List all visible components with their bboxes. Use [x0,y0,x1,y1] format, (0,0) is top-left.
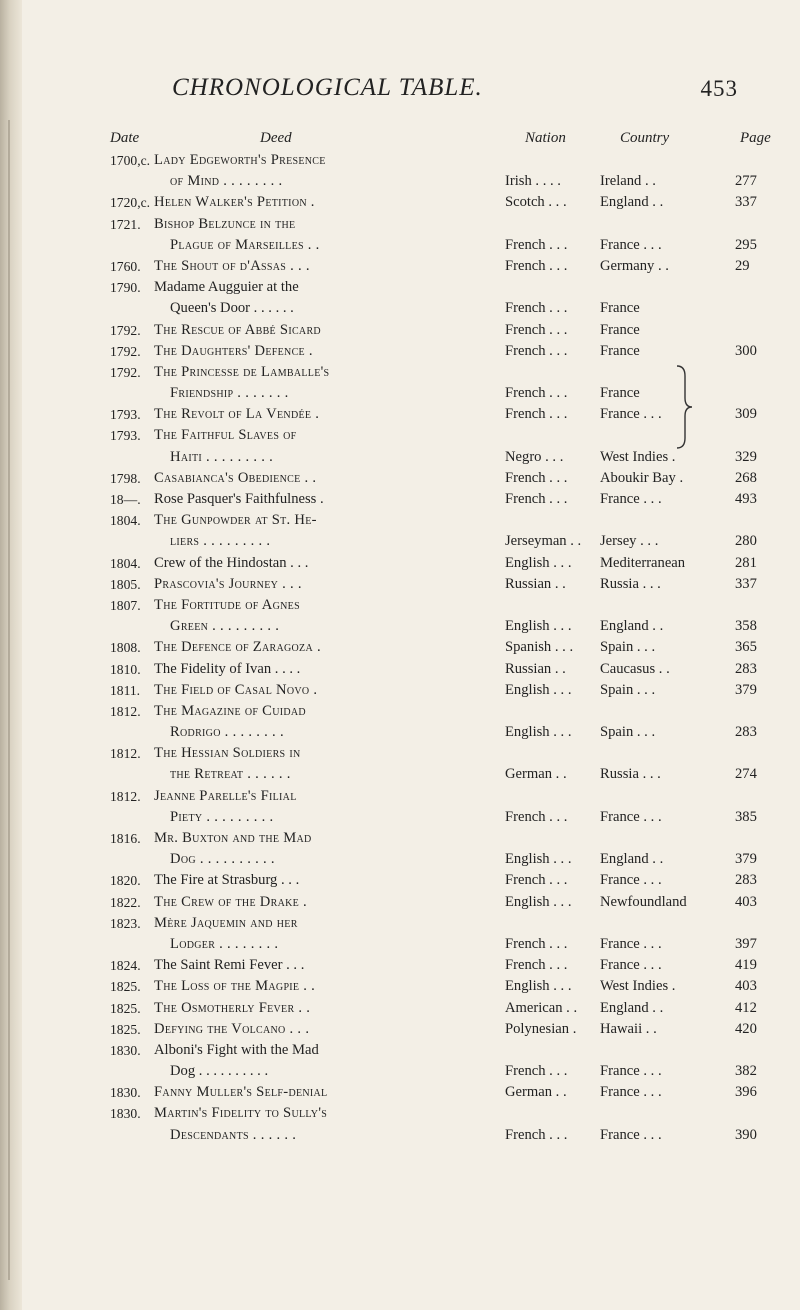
entry-date: 1830. [110,1085,141,1101]
table-line [0,955,800,976]
entry-page: 283 [735,724,757,741]
entry-date: 1790. [110,280,141,296]
table-row [0,553,800,574]
entry-nation: French . . . [505,469,568,486]
table-line [0,786,800,807]
entry-deed: Descendants . . . . . . [170,1126,297,1143]
entry-country: France . . . [600,1084,662,1101]
entry-date: 1804. [110,555,141,571]
entry-deed: Madame Augguier at the [154,279,299,296]
entry-page: 382 [735,1063,757,1080]
entry-deed: Dog . . . . . . . . . . [170,851,275,868]
table-line [0,150,800,171]
entry-page: 283 [735,872,757,889]
entry-nation: Spanish . . . [505,639,574,656]
entry-page: 337 [735,575,757,592]
table-row [0,786,800,828]
entry-nation: French . . . [505,257,568,274]
entry-date: 1793. [110,407,141,423]
entry-date: 1830. [110,1042,141,1058]
entry-page: 277 [735,173,757,190]
entry-nation: French . . . [505,321,568,338]
entry-page: 29 [735,257,750,274]
table-row [0,277,800,319]
table-line [0,341,800,362]
entry-deed: Rose Pasquer's Faithfulness . [154,491,324,507]
entry-country: Aboukir Bay . [600,469,684,486]
entry-deed: Defying the Volcano . . . [154,1020,310,1037]
table-line [0,510,800,531]
table-row [0,320,800,341]
table-line [0,998,800,1019]
table-line [0,531,800,552]
entry-deed: Plague of Marseilles . . [170,236,320,253]
entry-country: Ireland . . [600,173,656,190]
entry-country: Newfoundland [600,893,687,910]
table-row [0,701,800,743]
table-row [0,574,800,595]
table-row [0,743,800,785]
entry-country: Spain . . . [600,639,656,656]
entry-page: 385 [735,808,757,825]
entry-page: 403 [735,978,757,995]
entry-deed: Alboni's Fight with the Mad [154,1041,319,1058]
entry-page: 358 [735,618,757,635]
entry-deed: The Faithful Slaves of [154,427,297,444]
entry-nation: French . . . [505,406,568,423]
entry-date: 1807. [110,597,141,613]
entry-deed: Helen Walker's Petition . [154,194,315,211]
entry-page: 396 [735,1084,757,1101]
table-line [0,807,800,828]
entry-country: France . . . [600,406,662,423]
entry-deed: The Crew of the Drake . [154,893,307,910]
table-line [0,214,800,235]
entry-country: France . . . [600,236,662,253]
table-row [0,468,800,489]
entry-deed: The Daughters' Defence . [154,342,313,359]
entry-nation: French . . . [505,491,568,507]
entry-date: 1700,c. [110,153,151,168]
entry-deed: The Rescue of Abbé Sicard [154,321,321,338]
table-line [0,870,800,891]
entry-nation: French . . . [505,808,568,825]
entry-deed: The Saint Remi Fever . . . [154,957,305,974]
entry-deed: The Gunpowder at St. He- [154,512,317,529]
entry-country: Germany . . [600,257,669,274]
entry-deed: Martin's Fidelity to Sully's [154,1105,328,1122]
column-header-nation: Nation [525,130,566,146]
entry-country: France . . . [600,957,662,974]
table-row [0,341,800,362]
chronological-table [0,150,800,1146]
table-row [0,1040,800,1082]
table-line [0,320,800,341]
table-line [0,256,800,277]
entry-deed: The Loss of the Magpie . . [154,978,316,995]
entry-nation: French . . . [505,385,568,402]
entry-nation: Russian . . [505,660,566,677]
table-row [0,192,800,213]
entry-date: 1793. [110,428,141,444]
table-line [0,192,800,213]
entry-nation: French . . . [505,872,568,889]
entry-country: West Indies . [600,448,676,465]
entry-nation: English . . . [505,618,572,635]
entry-page: 295 [735,236,757,253]
entry-deed: Prascovia's Journey . . . [154,575,302,592]
entry-deed: The Field of Casal Novo . [154,681,318,698]
entry-nation: French . . . [505,957,568,974]
entry-date: 1721. [110,216,141,232]
entry-page: 493 [735,491,757,507]
entry-page: 309 [735,406,757,423]
table-row [0,913,800,955]
entry-page: 365 [735,639,757,656]
table-row [0,510,800,552]
entry-date: 1830. [110,1106,141,1122]
page-number: 453 [700,76,738,101]
entry-page: 280 [735,533,757,550]
column-header-deed: Deed [260,130,292,146]
table-line [0,489,800,510]
entry-country: Spain . . . [600,724,656,741]
entry-country: Hawaii . . [600,1020,657,1037]
table-row [0,955,800,976]
entry-deed: Bishop Belzunce in the [154,215,296,232]
table-row [0,828,800,870]
table-row [0,659,800,680]
entry-page: 412 [735,999,757,1016]
entry-country: England . . [600,618,664,635]
table-line [0,701,800,722]
table-line [0,743,800,764]
entry-page: 403 [735,893,757,910]
entry-date: 1792. [110,343,141,359]
entry-nation: French . . . [505,935,568,952]
entry-page: 281 [735,554,757,571]
page-title: CHRONOLOGICAL TABLE. [172,74,483,101]
table-line [0,277,800,298]
table-line [0,616,800,637]
table-line [0,637,800,658]
entry-nation: English . . . [505,724,572,741]
table-line [0,976,800,997]
table-line [0,1019,800,1040]
entry-country: France . . . [600,1063,662,1080]
entry-page: 337 [735,194,757,211]
entry-country: West Indies . [600,978,676,995]
entry-country: Caucasus . . [600,660,670,677]
entry-country: Spain . . . [600,681,656,698]
table-line [0,574,800,595]
entry-deed: The Hessian Soldiers in [154,745,301,762]
table-line [0,1103,800,1124]
entry-country: France . . . [600,491,662,507]
table-line [0,828,800,849]
entry-country: England . . [600,999,664,1016]
entry-deed: the Retreat . . . . . . [170,766,291,783]
entry-country: Jersey . . . [600,533,659,550]
entry-deed: The Shout of d'Assas . . . [154,257,310,274]
entry-deed: Piety . . . . . . . . . [170,808,274,825]
entry-country: Russia . . . [600,766,661,783]
entry-nation: Russian . . [505,575,566,592]
table-row [0,1019,800,1040]
entry-nation: English . . . [505,978,572,995]
entry-nation: Jerseyman . . [505,533,582,550]
entry-country: Russia . . . [600,575,661,592]
entry-nation: Negro . . . [505,448,564,465]
entry-nation: Irish . . . . [505,173,561,190]
entry-nation: German . . [505,766,567,783]
entry-nation: French . . . [505,1063,568,1080]
entry-date: 1811. [110,682,141,698]
table-row [0,489,800,510]
entry-date: 1804. [110,513,141,529]
entry-page: 274 [735,766,757,783]
table-line [0,1125,800,1146]
entry-page: 379 [735,851,757,868]
table-line [0,892,800,913]
table-line [0,722,800,743]
table-row [0,976,800,997]
entry-date: 1812. [110,746,141,762]
table-line [0,934,800,955]
entry-country: France . . . [600,1126,662,1143]
table-row [0,637,800,658]
entry-deed: liers . . . . . . . . . [170,533,271,550]
entry-page: 300 [735,342,757,359]
entry-page: 419 [735,957,757,974]
table-line [0,468,800,489]
entry-deed: Casabianca's Obedience . . [154,469,317,486]
table-row [0,214,800,256]
column-header-page: Page [740,130,771,146]
entry-nation: English . . . [505,893,572,910]
entry-date: 1792. [110,322,141,338]
entry-page: 397 [735,935,757,952]
table-row [0,1103,800,1145]
entry-nation: French . . . [505,300,568,317]
entry-nation: English . . . [505,681,572,698]
table-line [0,764,800,785]
entry-page: 420 [735,1020,757,1037]
table-line [0,680,800,701]
entry-deed: The Osmotherly Fever . . [154,999,311,1016]
entry-date: 1816. [110,831,141,846]
entry-country: France [600,300,640,317]
entry-deed: Lodger . . . . . . . . [170,935,279,952]
table-line [0,298,800,319]
table-row [0,998,800,1019]
page-header [140,74,740,108]
table-line [0,595,800,616]
entry-deed: The Princesse de Lamballe's [154,363,330,380]
table-line [0,171,800,192]
entry-date: 1805. [110,576,141,592]
entry-nation: French . . . [505,236,568,253]
entry-country: France [600,321,640,338]
table-row [0,256,800,277]
entry-date: 1810. [110,661,141,677]
entry-date: 1792. [110,364,141,380]
entry-country: France [600,342,640,359]
table-row [0,680,800,701]
entry-deed: Haiti . . . . . . . . . [170,448,274,465]
entry-deed: The Fidelity of Ivan . . . . [154,660,301,677]
entry-deed: The Defence of Zaragoza . [154,639,321,656]
entry-country: Mediterranean [600,554,686,571]
entry-date: 1823. [110,915,141,931]
entry-deed: The Magazine of Cuidad [154,702,306,719]
entry-deed: Mère Jaquemin and her [154,914,298,931]
entry-date: 1812. [110,703,141,719]
entry-date: 1720,c. [110,195,151,211]
table-row [0,150,800,192]
entry-deed: Fanny Muller's Self-denial [154,1084,328,1101]
table-line [0,849,800,870]
entry-deed: Mr. Buxton and the Mad [154,830,312,846]
entry-date: 1824. [110,958,141,974]
entry-country: France . . . [600,808,662,825]
entry-nation: French . . . [505,342,568,359]
entry-page: 379 [735,681,757,698]
entry-nation: English . . . [505,554,572,571]
entry-country: France [600,385,640,402]
entry-country: England . . [600,194,664,211]
entry-date: 1825. [110,979,141,995]
entry-nation: German . . [505,1084,567,1101]
entry-deed: Lady Edgeworth's Presence [154,152,326,168]
entry-date: 1820. [110,873,141,889]
table-row [0,892,800,913]
entry-deed: Rodrigo . . . . . . . . [170,724,284,741]
table-row [0,870,800,891]
entry-nation: English . . . [505,851,572,868]
entry-deed: Dog . . . . . . . . . . [170,1063,269,1080]
grouping-brace [675,364,695,450]
entry-nation: Scotch . . . [505,194,567,211]
entry-country: France . . . [600,872,662,889]
entry-date: 1812. [110,788,141,804]
table-line [0,1082,800,1103]
entry-nation: French . . . [505,1126,568,1143]
entry-country: England . . [600,851,664,868]
entry-date: 18—. [110,492,141,507]
column-header-country: Country [620,130,670,146]
entry-deed: of Mind . . . . . . . . [170,173,283,190]
entry-nation: American . . [505,999,578,1016]
entry-date: 1798. [110,470,141,486]
entry-nation: Polynesian . [505,1020,577,1037]
table-line [0,1061,800,1082]
entry-country: France . . . [600,935,662,952]
table-line [0,553,800,574]
table-row [0,595,800,637]
entry-page: 283 [735,660,757,677]
entry-date: 1808. [110,640,141,656]
entry-date: 1825. [110,1021,141,1037]
entry-date: 1760. [110,258,141,274]
entry-page: 329 [735,448,757,465]
entry-page: 268 [735,469,757,486]
entry-date: 1822. [110,894,141,910]
entry-deed: The Fortitude of Agnes [154,596,300,613]
entry-deed: The Revolt of La Vendée . [154,406,320,423]
table-line [0,913,800,934]
entry-deed: The Fire at Strasburg . . . [154,872,300,889]
table-line [0,659,800,680]
entry-deed: Green . . . . . . . . . [170,618,280,635]
entry-deed: Crew of the Hindostan . . . [154,554,309,571]
table-line [0,235,800,256]
table-row [0,1082,800,1103]
entry-date: 1825. [110,1000,141,1016]
entry-deed: Friendship . . . . . . . [170,385,289,402]
table-line [0,1040,800,1061]
entry-page: 390 [735,1126,757,1143]
column-header-date: Date [110,130,140,146]
entry-deed: Queen's Door . . . . . . [170,300,294,317]
entry-deed: Jeanne Parelle's Filial [154,787,297,804]
